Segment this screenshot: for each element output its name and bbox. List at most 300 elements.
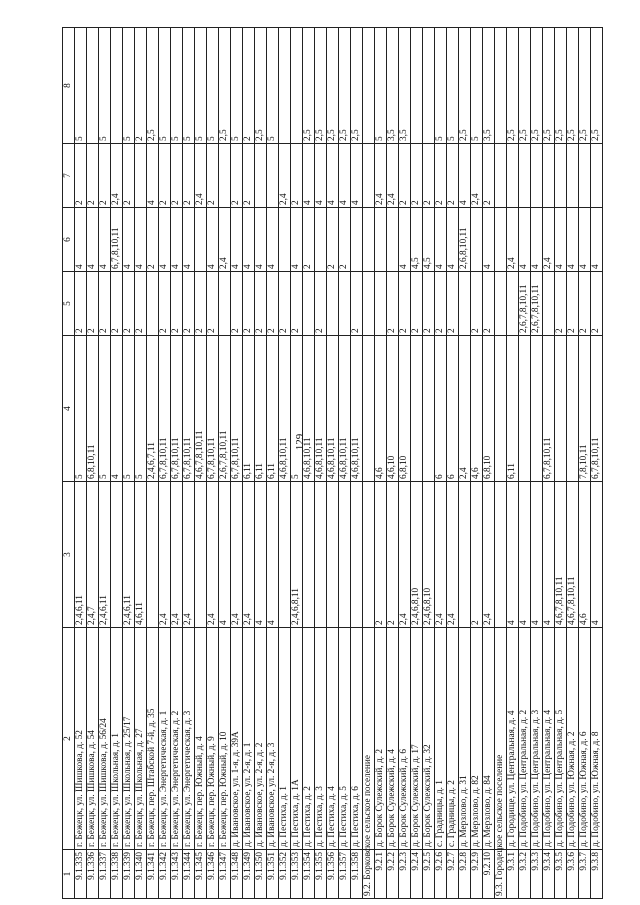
address-cell: д. Подобино, ул. Южная, д. 8 xyxy=(591,628,603,850)
row-number-cell: 9.1.340 xyxy=(135,850,147,899)
address-cell: д. Подобино, ул. Южная, д. 6 xyxy=(579,628,591,850)
col4-cell: 6,7,8,10,11 xyxy=(543,336,555,482)
col3-cell xyxy=(351,482,363,628)
col7-cell: 2 xyxy=(99,144,111,208)
col3-cell: 2,4,6,11 xyxy=(99,482,111,628)
col8-cell: 5 xyxy=(447,28,459,144)
col3-cell: 4 xyxy=(531,482,543,628)
col4-cell: 4,6,8,10,11 xyxy=(279,336,291,482)
col7-cell: 2 xyxy=(171,144,183,208)
col3-cell xyxy=(459,482,471,628)
col6-cell: 4 xyxy=(171,208,183,272)
col4-cell: 4,6,8,10,11 xyxy=(327,336,339,482)
col5-cell: 2 xyxy=(75,272,87,336)
col8-cell xyxy=(411,28,423,144)
table-row xyxy=(243,28,255,899)
col7-cell: 2 xyxy=(483,144,495,208)
col8-cell: 5 xyxy=(159,28,171,144)
table-row xyxy=(219,28,231,899)
table-rotated-container xyxy=(62,28,610,899)
table-row xyxy=(303,28,315,899)
section-title-cell: 9.3. Городецкое сельское поселение xyxy=(495,850,507,899)
col7-cell: 2 xyxy=(75,144,87,208)
empty-cell xyxy=(495,208,507,272)
col6-cell: 4 xyxy=(579,208,591,272)
col8-cell: 3,5 xyxy=(399,28,411,144)
address-cell: д. Пестиха, д. 6 xyxy=(351,628,363,850)
col3-cell: 2,4 xyxy=(447,482,459,628)
col5-cell: 2 xyxy=(183,272,195,336)
col7-cell: 4 xyxy=(147,144,159,208)
col3-cell: 4 xyxy=(519,482,531,628)
col3-cell: 2,4,6,11 xyxy=(123,482,135,628)
row-number-cell: 9.2.3 xyxy=(399,850,411,899)
col4-cell: 4,6,8,10,11 xyxy=(339,336,351,482)
col8-cell: 2,5 xyxy=(555,28,567,144)
col8-cell: 2,5 xyxy=(579,28,591,144)
col3-cell: 2,4,6,8,11 xyxy=(291,482,303,628)
col5-cell: 2 xyxy=(399,272,411,336)
table-row xyxy=(159,28,171,899)
col8-cell: 2,5 xyxy=(591,28,603,144)
col3-cell: 4,6,7,8,10,11 xyxy=(567,482,579,628)
table-row xyxy=(387,28,399,899)
col3-cell: 2,4,6,8,10 xyxy=(423,482,435,628)
col5-cell: 2 xyxy=(555,272,567,336)
data-table xyxy=(62,27,603,899)
row-number-cell: 9.1.353 xyxy=(291,850,303,899)
address-cell: г. Бежецк, ул. Энергетическая, д. 2 xyxy=(171,628,183,850)
col8-cell: 2,5 xyxy=(315,28,327,144)
col4-cell: 4,6 xyxy=(375,336,387,482)
col8-cell: 3,5 xyxy=(483,28,495,144)
col4-cell: 6,7,8,10,11 xyxy=(171,336,183,482)
empty-cell xyxy=(363,208,375,272)
col7-cell: 4 xyxy=(339,144,351,208)
col3-cell: 4 xyxy=(255,482,267,628)
col6-cell: 4 xyxy=(183,208,195,272)
row-number-cell: 9.1.352 xyxy=(279,850,291,899)
row-number-cell: 9.1.343 xyxy=(171,850,183,899)
col8-cell: 2,5 xyxy=(531,28,543,144)
col4-cell xyxy=(519,336,531,482)
empty-cell xyxy=(495,336,507,482)
col3-cell xyxy=(195,482,207,628)
col4-cell: 4,6,10 xyxy=(387,336,399,482)
col7-cell: 2,4 xyxy=(195,144,207,208)
table-row xyxy=(315,28,327,899)
col3-cell: 4 xyxy=(267,482,279,628)
table-row xyxy=(195,28,207,899)
col5-cell: 2 xyxy=(591,272,603,336)
col5-cell: 2 xyxy=(195,272,207,336)
col6-cell: 4 xyxy=(483,208,495,272)
col4-cell xyxy=(531,336,543,482)
row-number-cell: 9.1.354 xyxy=(303,850,315,899)
col6-cell xyxy=(315,208,327,272)
col4-cell: 6 xyxy=(447,336,459,482)
address-cell: д. Подобино, ул. Центральная, д. 4 xyxy=(543,628,555,850)
col8-cell: 5 xyxy=(123,28,135,144)
table-row xyxy=(483,28,495,899)
table-row xyxy=(87,28,99,899)
col4-cell: 4,6,8,10,11 xyxy=(315,336,327,482)
page-number: 129 xyxy=(294,433,306,451)
col5-cell xyxy=(543,272,555,336)
col5-cell: 2 xyxy=(351,272,363,336)
col4-cell: 6,8,10 xyxy=(483,336,495,482)
col6-cell: 2 xyxy=(303,208,315,272)
col7-cell: 2,4 xyxy=(375,144,387,208)
table-row xyxy=(471,28,483,899)
col3-cell: 2,4 xyxy=(483,482,495,628)
col5-cell: 2,6,7,8,10,11 xyxy=(519,272,531,336)
col7-cell: 2,4 xyxy=(111,144,123,208)
empty-cell xyxy=(495,482,507,628)
address-cell: г. Бежецк, ул. Школьная, д. 27 xyxy=(135,628,147,850)
col4-cell xyxy=(423,336,435,482)
col6-cell: 4 xyxy=(399,208,411,272)
col8-cell: 5 xyxy=(471,28,483,144)
empty-cell xyxy=(363,336,375,482)
col8-cell: 2,5 xyxy=(255,28,267,144)
table-row xyxy=(171,28,183,899)
col8-cell: 2 xyxy=(243,28,255,144)
address-cell: г. Бежецк, ул. Школьная, д. 25/17 xyxy=(123,628,135,850)
col5-cell: 2 xyxy=(87,272,99,336)
col3-cell: 2,4 xyxy=(207,482,219,628)
col3-cell: 2,4 xyxy=(183,482,195,628)
section-row xyxy=(495,28,507,899)
col4-cell: 4,6,8,10,11 xyxy=(351,336,363,482)
address-cell: д. Ивановское, ул. 2-я, д. 3 xyxy=(267,628,279,850)
col6-cell: 4 xyxy=(447,208,459,272)
row-number-cell: 9.1.338 xyxy=(111,850,123,899)
col5-cell: 2 xyxy=(447,272,459,336)
col3-cell: 2 xyxy=(471,482,483,628)
col8-cell: 5 xyxy=(231,28,243,144)
row-number-cell: 9.1.357 xyxy=(339,850,351,899)
table-row xyxy=(207,28,219,899)
col7-cell: 2 xyxy=(159,144,171,208)
col4-cell: 6,8,10,11 xyxy=(87,336,99,482)
col5-cell xyxy=(375,272,387,336)
row-number-cell: 9.1.342 xyxy=(159,850,171,899)
section-row xyxy=(363,28,375,899)
address-cell: д. Борок Сулежский, д. 17 xyxy=(411,628,423,850)
col7-cell: 2 xyxy=(87,144,99,208)
col4-cell: 7,8,10,11 xyxy=(579,336,591,482)
col4-cell: 6 xyxy=(435,336,447,482)
row-number-cell: 9.1.339 xyxy=(123,850,135,899)
col6-cell: 4 xyxy=(99,208,111,272)
header-cell: 4 xyxy=(63,336,75,482)
col6-cell: 4 xyxy=(123,208,135,272)
table-row xyxy=(543,28,555,899)
col3-cell: 2 xyxy=(387,482,399,628)
address-cell: д. Пестиха, д. 5 xyxy=(339,628,351,850)
address-cell: д. Городище, ул. Центральная, д. 4 xyxy=(507,628,519,850)
col6-cell: 4 xyxy=(231,208,243,272)
col5-cell: 2 xyxy=(411,272,423,336)
table-row xyxy=(183,28,195,899)
col3-cell: 4 xyxy=(543,482,555,628)
col4-cell: 6,7,8,10,11 xyxy=(183,336,195,482)
row-number-cell: 9.1.348 xyxy=(231,850,243,899)
row-number-cell: 9.1.356 xyxy=(327,850,339,899)
col3-cell xyxy=(279,482,291,628)
col8-cell: 2,5 xyxy=(519,28,531,144)
row-number-cell: 9.1.351 xyxy=(267,850,279,899)
table-row xyxy=(519,28,531,899)
header-cell: 8 xyxy=(63,28,75,144)
row-number-cell: 9.2.9 xyxy=(471,850,483,899)
address-cell: г. Бежецк, пер. Южный, д. 10 xyxy=(219,628,231,850)
col3-cell: 4,6,7,8,10,11 xyxy=(555,482,567,628)
address-cell: д. Ивановское, ул. 2-я, д. 2 xyxy=(255,628,267,850)
row-number-cell: 9.1.346 xyxy=(207,850,219,899)
col7-cell: 2 xyxy=(207,144,219,208)
col3-cell: 4,6 xyxy=(579,482,591,628)
section-title-cell: 9.2. Борковское сельское поселение xyxy=(363,850,375,899)
table-row xyxy=(423,28,435,899)
col3-cell: 4 xyxy=(507,482,519,628)
col5-cell: 2 xyxy=(315,272,327,336)
col8-cell: 5 xyxy=(195,28,207,144)
col7-cell xyxy=(255,144,267,208)
col3-cell: 2 xyxy=(375,482,387,628)
empty-cell xyxy=(495,28,507,144)
col3-cell: 4,6,11 xyxy=(135,482,147,628)
col5-cell: 2 xyxy=(423,272,435,336)
address-cell: д. Пестиха, д. 3 xyxy=(315,628,327,850)
row-number-cell: 9.1.335 xyxy=(75,850,87,899)
col7-cell: 4 xyxy=(459,144,471,208)
col4-cell: 6,7,8,10,11 xyxy=(231,336,243,482)
col6-cell: 4 xyxy=(87,208,99,272)
table-row xyxy=(375,28,387,899)
col8-cell xyxy=(279,28,291,144)
col8-cell: 2,5 xyxy=(567,28,579,144)
col8-cell: 5 xyxy=(435,28,447,144)
col8-cell: 2,5 xyxy=(459,28,471,144)
row-number-cell: 9.3.3 xyxy=(531,850,543,899)
address-cell: с. Градницы, д. 2 xyxy=(447,628,459,850)
col7-cell: 2,4 xyxy=(387,144,399,208)
col5-cell: 2 xyxy=(159,272,171,336)
col5-cell: 2 xyxy=(207,272,219,336)
header-cell: 2 xyxy=(63,628,75,850)
address-cell: д. Борок Сулежский, д. 2 xyxy=(375,628,387,850)
col7-cell xyxy=(531,144,543,208)
table-row xyxy=(123,28,135,899)
address-cell: г. Бежецк, пер. Южный, д. 4 xyxy=(195,628,207,850)
col4-cell: 5 xyxy=(123,336,135,482)
col7-cell: 2,4 xyxy=(279,144,291,208)
col4-cell: 4,6,8,10,11 xyxy=(303,336,315,482)
col7-cell: 2 xyxy=(231,144,243,208)
col6-cell xyxy=(351,208,363,272)
address-cell: д. Ивановское, ул. 2-я, д. 1 xyxy=(243,628,255,850)
row-number-cell: 9.3.1 xyxy=(507,850,519,899)
col4-cell: 5 xyxy=(135,336,147,482)
col6-cell: 2,4 xyxy=(507,208,519,272)
table-row xyxy=(99,28,111,899)
col4-cell: 6,7,8,10,11 xyxy=(591,336,603,482)
header-cell: 3 xyxy=(63,482,75,628)
address-cell: г. Бежецк, ул. Шишкова, д. 56/24 xyxy=(99,628,111,850)
row-number-cell: 9.2.1 xyxy=(375,850,387,899)
col8-cell: 2,5 xyxy=(327,28,339,144)
col4-cell xyxy=(567,336,579,482)
col8-cell: 2,5 xyxy=(339,28,351,144)
col7-cell xyxy=(219,144,231,208)
table-row xyxy=(591,28,603,899)
row-number-cell: 9.1.345 xyxy=(195,850,207,899)
col4-cell: 6,7,8,10,11 xyxy=(207,336,219,482)
col6-cell: 4 xyxy=(267,208,279,272)
col6-cell xyxy=(387,208,399,272)
col6-cell xyxy=(375,208,387,272)
address-cell: д. Пестиха, д. 2 xyxy=(303,628,315,850)
col5-cell xyxy=(339,272,351,336)
col8-cell xyxy=(111,28,123,144)
header-cell: 6 xyxy=(63,208,75,272)
address-cell: д. Борок Сулежский, д. 6 xyxy=(399,628,411,850)
header-cell: 5 xyxy=(63,272,75,336)
col6-cell: 2,4 xyxy=(219,208,231,272)
row-number-cell: 9.1.347 xyxy=(219,850,231,899)
col6-cell: 4 xyxy=(435,208,447,272)
table-row xyxy=(135,28,147,899)
col7-cell xyxy=(591,144,603,208)
row-number-cell: 9.1.355 xyxy=(315,850,327,899)
col6-cell: 4 xyxy=(531,208,543,272)
col4-cell: 6,7,8,10,11 xyxy=(159,336,171,482)
col7-cell: 2 xyxy=(183,144,195,208)
empty-cell xyxy=(495,144,507,208)
col3-cell: 2,4 xyxy=(243,482,255,628)
address-cell: д. Борок Сулежский, д. 4 xyxy=(387,628,399,850)
table-row xyxy=(111,28,123,899)
table-row xyxy=(447,28,459,899)
address-cell: д. Пестиха, д. 4 xyxy=(327,628,339,850)
col7-cell: 2 xyxy=(399,144,411,208)
address-cell: д. Борок Сулежский, д. 32 xyxy=(423,628,435,850)
col5-cell xyxy=(507,272,519,336)
col3-cell: 2,4 xyxy=(171,482,183,628)
row-number-cell: 9.1.350 xyxy=(255,850,267,899)
col3-cell: 2,4 xyxy=(399,482,411,628)
col6-cell: 4 xyxy=(207,208,219,272)
col3-cell: 2,4,7 xyxy=(87,482,99,628)
address-cell: д. Ивановское, ул. 1-я, д. 39А xyxy=(231,628,243,850)
empty-cell xyxy=(363,272,375,336)
row-number-cell: 9.3.2 xyxy=(519,850,531,899)
col4-cell: 4,6,7,8,10,11 xyxy=(195,336,207,482)
col7-cell: 2 xyxy=(411,144,423,208)
col8-cell: 2 xyxy=(135,28,147,144)
col6-cell: 4 xyxy=(159,208,171,272)
col7-cell xyxy=(555,144,567,208)
address-cell: г. Бежецк, пер. Южный, д. 9 xyxy=(207,628,219,850)
col5-cell: 2 xyxy=(135,272,147,336)
col5-cell: 2,6,7,8,10,11 xyxy=(531,272,543,336)
row-number-cell: 9.2.5 xyxy=(423,850,435,899)
col5-cell: 2 xyxy=(267,272,279,336)
col8-cell xyxy=(87,28,99,144)
col8-cell: 2,5 xyxy=(351,28,363,144)
col3-cell: 2,4 xyxy=(231,482,243,628)
col6-cell xyxy=(195,208,207,272)
col3-cell xyxy=(111,482,123,628)
col4-cell: 6,11 xyxy=(255,336,267,482)
table-row xyxy=(279,28,291,899)
col5-cell xyxy=(219,272,231,336)
col7-cell xyxy=(135,144,147,208)
col4-cell: 2,4,6,7,11 xyxy=(147,336,159,482)
col5-cell: 2 xyxy=(99,272,111,336)
col3-cell: 2,4,6,11 xyxy=(75,482,87,628)
empty-cell xyxy=(363,28,375,144)
col5-cell: 2 xyxy=(567,272,579,336)
col8-cell: 5 xyxy=(99,28,111,144)
col8-cell: 2,5 xyxy=(147,28,159,144)
empty-cell xyxy=(363,144,375,208)
col5-cell: 2 xyxy=(579,272,591,336)
col3-cell xyxy=(303,482,315,628)
col6-cell: 2 xyxy=(147,208,159,272)
col5-cell: 2 xyxy=(255,272,267,336)
row-number-cell: 9.1.344 xyxy=(183,850,195,899)
col5-cell: 2 xyxy=(435,272,447,336)
col5-cell: 2 xyxy=(279,272,291,336)
table-body xyxy=(63,28,603,899)
col6-cell: 2 xyxy=(339,208,351,272)
col6-cell: 2 xyxy=(327,208,339,272)
col8-cell xyxy=(423,28,435,144)
col5-cell xyxy=(327,272,339,336)
col6-cell: 4 xyxy=(291,208,303,272)
col7-cell xyxy=(267,144,279,208)
col7-cell xyxy=(507,144,519,208)
col7-cell xyxy=(543,144,555,208)
col5-cell: 2 xyxy=(243,272,255,336)
address-cell: д. Мерзлово, д. 31 xyxy=(459,628,471,850)
col6-cell: 6,7,8,10,11 xyxy=(111,208,123,272)
col7-cell: 4 xyxy=(351,144,363,208)
col6-cell xyxy=(279,208,291,272)
row-number-cell: 9.2.6 xyxy=(435,850,447,899)
address-cell: д. Пестиха, д. 1А xyxy=(291,628,303,850)
col7-cell: 4 xyxy=(327,144,339,208)
col4-cell: 6,11 xyxy=(267,336,279,482)
col3-cell xyxy=(147,482,159,628)
col3-cell: 4 xyxy=(591,482,603,628)
row-number-cell: 9.3.6 xyxy=(567,850,579,899)
col7-cell: 4 xyxy=(303,144,315,208)
table-row xyxy=(531,28,543,899)
col8-cell: 5 xyxy=(207,28,219,144)
address-cell: д. Мерзлово, д. 84 xyxy=(483,628,495,850)
col5-cell xyxy=(303,272,315,336)
col6-cell: 4 xyxy=(75,208,87,272)
table-row xyxy=(267,28,279,899)
col7-cell: 2 xyxy=(243,144,255,208)
col7-cell xyxy=(579,144,591,208)
col3-cell xyxy=(339,482,351,628)
address-cell: д. Пестиха, д. 1 xyxy=(279,628,291,850)
